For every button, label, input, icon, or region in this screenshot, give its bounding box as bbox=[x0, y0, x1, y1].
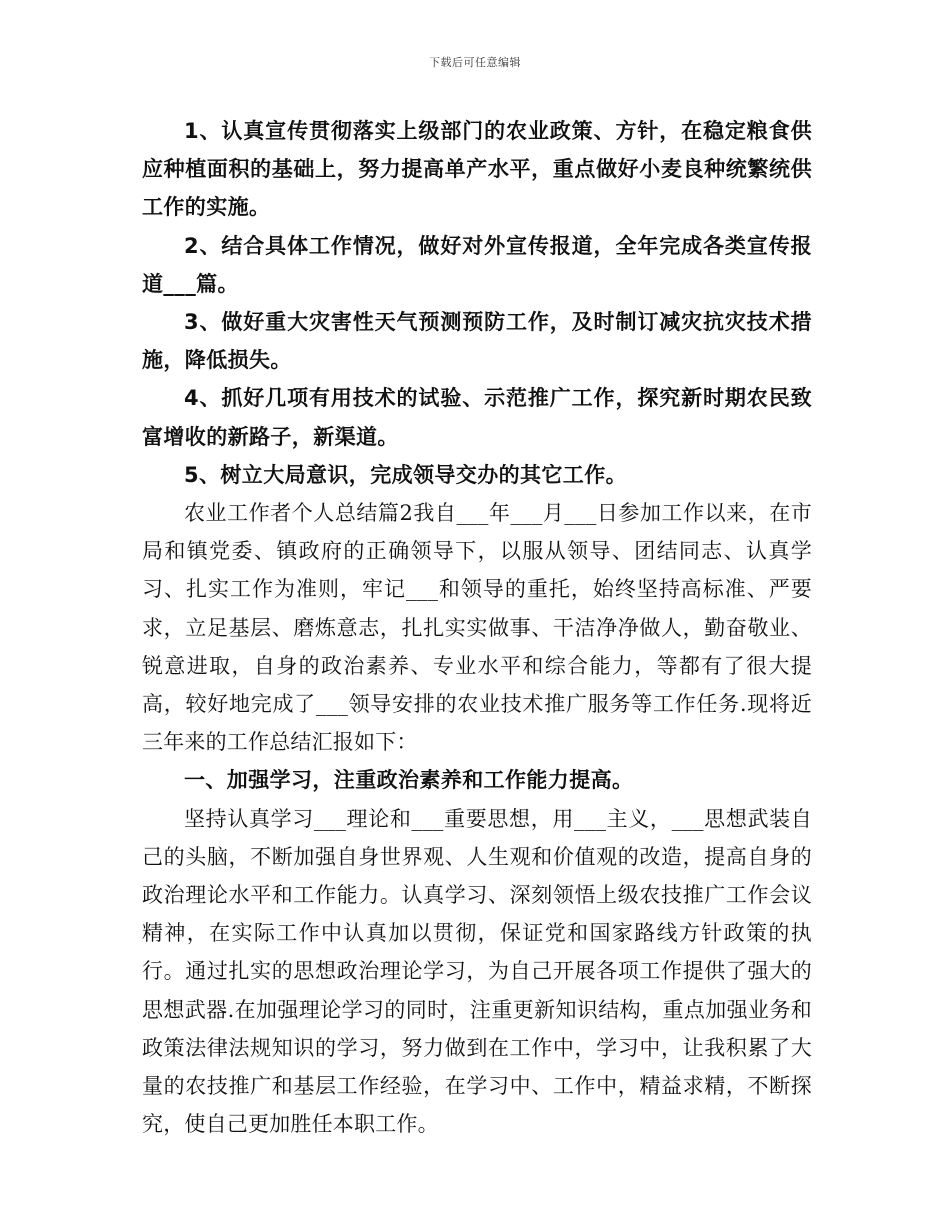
paragraph-item-1: 1、认真宣传贯彻落实上级部门的农业政策、方针，在稳定粮食供应种植面积的基础上，努力提高单产水平，重点做好小麦良种统繁统供工作的实施。 bbox=[142, 119, 812, 220]
paragraph-item-4: 4、抓好几项有用技术的试验、示范推广工作，探究新时期农民致富增收的新路子，新渠道。 bbox=[142, 386, 812, 449]
paragraph-intro: 农业工作者个人总结篇2我自___年___月___日参加工作以来，在市局和镇党委、镇政府的正确领导下，以服从领导、团结同志、认真学习、扎实工作为准则，牢记___和领导的重托，始终坚持高标准、严要求，立足基层、磨炼意志，扎扎实实做事、干洁净净做人，勤奋敬业、锐意进取，自身的政治素养、专业水平和综合能力，等都有了很大提高，较好地完成了___领导安排的农业技术推广服务等工作任务.现将近三年来的工作总结汇报如下： bbox=[142, 501, 812, 755]
paragraph-section-1: 坚持认真学习___理论和___重要思想，用___主义，___思想武装自己的头脑，不断加强自身世界观、人生观和价值观的改造，提高自身的政治理论水平和工作能力。认真学习、深刻领悟上级农技推广工作会议精神，在实际工作中认真加以贯彻，保证党和国家路线方针政策的执行。通过扎实的思想政治理论学习，为自己开展各项工作提供了强大的思想武器.在加强理论学习的同时，注重更新知识结构，重点加强业务和政策法律法规知识的学习，努力做到在工作中，学习中，让我积累了大量的农技推广和基层工作经验，在学习中、工作中，精益求精，不断探究，使自己更加胜任本职工作。 bbox=[142, 806, 812, 1137]
header-note: 下载后可任意编辑 bbox=[429, 56, 521, 69]
paragraph-item-5: 5、树立大局意识，完成领导交办的其它工作。 bbox=[184, 462, 628, 487]
paragraph-item-3: 3、做好重大灾害性天气预测预防工作，及时制订减灾抗灾技术措施，降低损失。 bbox=[142, 310, 812, 373]
paragraph-item-2: 2、结合具体工作情况，做好对外宣传报道，全年完成各类宣传报道___篇。 bbox=[142, 233, 812, 296]
section-heading-1: 一、加强学习，注重政治素养和工作能力提高。 bbox=[184, 768, 634, 793]
document-body bbox=[142, 112, 812, 1143]
